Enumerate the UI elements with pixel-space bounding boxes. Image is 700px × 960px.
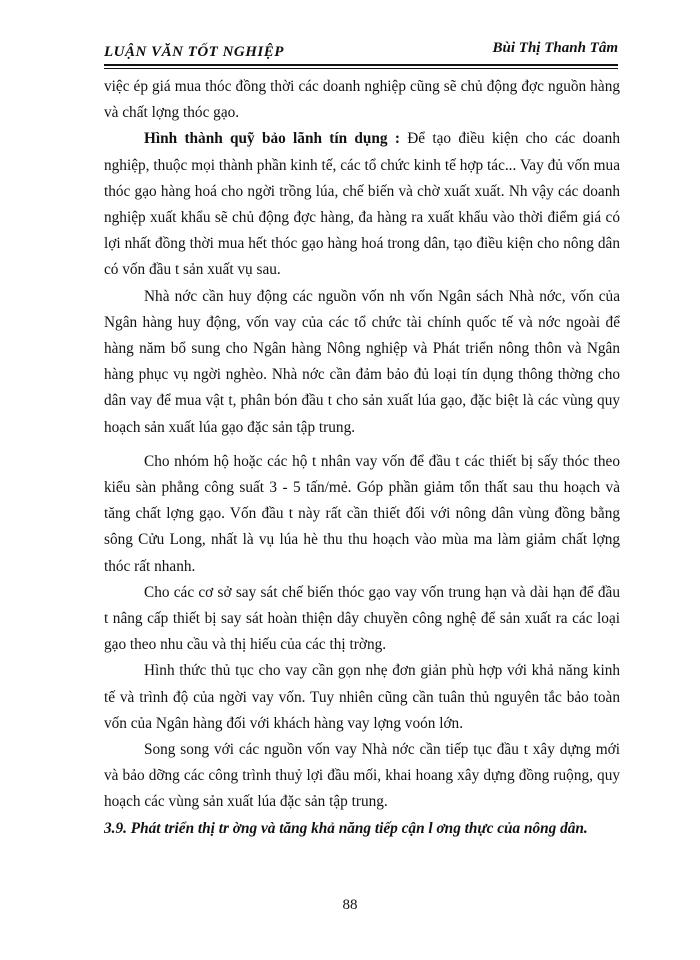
- section-heading: 3.9. Phát triển thị tr ờng và tăng khả năng tiếp cận l ơng thực của nông dân.: [104, 819, 588, 837]
- page-header: [104, 36, 618, 66]
- body-text: [104, 74, 620, 842]
- author-name-header: Bùi Thị Thanh Tâm: [492, 40, 618, 56]
- thesis-title-header: LUẬN VĂN TỐT NGHIỆP: [104, 44, 284, 60]
- paragraph-2-lead: Hình thành quỹ bảo lãnh tín dụng :: [144, 130, 400, 148]
- paragraph-1: việc ép giá mua thóc đồng thời các doanh nghiệp cũng sẽ chủ động đợc nguồn hàng và chất lợng thóc gạo.: [104, 78, 620, 122]
- page-number: 88: [342, 897, 358, 913]
- paragraph-2-body: Để tạo điều kiện cho các doanh nghiệp, thuộc mọi thành phần kinh tế, các tổ chức kinh tế hợp tác... Vay đủ vốn mua thóc gạo hàng hoá cho ngời trồng lúa, chế biến và chờ xuất xuất. Nh vậy các doanh nghiệp xuất khẩu sẽ chủ động đợc hàng, đa hàng ra xuất khẩu vào thời điểm giá có lợi nhất đồng thời mua hết thóc gạo hàng hoá trong dân, tạo điều kiện cho nông dân có vốn đầu t sản xuất vụ sau.: [104, 130, 620, 279]
- paragraph-6: Hình thức thủ tục cho vay cần gọn nhẹ đơn giản phù hợp với khả năng kinh tế và trình độ của ngời vay vốn. Tuy nhiên cũng cần tuân thủ nguyên tắc bảo toàn vốn của Ngân hàng đối với khách hàng vay lợng voón lớn.: [104, 662, 620, 732]
- paragraph-4: Cho nhóm hộ hoặc các hộ t nhân vay vốn để đầu t các thiết bị sấy thóc theo kiểu sàn phẳng công suất 3 - 5 tấn/mẻ. Góp phần giảm tổn thất sau thu hoạch và tăng chất lợng gạo. Vốn đầu t này rất cần thiết đối với nông dân vùng đồng bằng sông Cửu Long, nhất là vụ lúa hè thu thu hoạch vào mùa ma làm giảm chất lợng thóc rất nhanh.: [104, 452, 620, 575]
- paragraph-5: Cho các cơ sở say sát chế biến thóc gạo vay vốn trung hạn và dài hạn để đầu t nâng cấp thiết bị say sát hoàn thiện dây chuyền công nghệ để sản xuất ra các loại gạo theo nhu cầu và thị hiếu của các thị trờng.: [104, 583, 620, 654]
- paragraph-2: [104, 126, 620, 283]
- paragraph-3: Nhà nớc cần huy động các nguồn vốn nh vốn Ngân sách Nhà nớc, vốn của Ngân hàng huy động, vốn vay của các tổ chức tài chính quốc tế và nớc ngoài để hàng năm bổ sung cho Ngân hàng Nông nghiệp và Phát triển nông thôn và Ngân hàng phục vụ ngời nghèo. Nhà nớc cần đảm bảo đủ loại tín dụng thông thờng cho dân vay để mua vật t, phân bón đầu t cho sản xuất lúa gạo, đặc biệt là các vùng quy hoạch sản xuất lúa gạo đặc sản tập trung.: [104, 287, 620, 436]
- paragraph-7: Song song với các nguồn vốn vay Nhà nớc cần tiếp tục đầu t xây dựng mới và bảo dỡng các công trình thuỷ lợi đầu mối, khai hoang xây dựng đồng ruộng, quy hoạch các vùng sản xuất lúa đặc sản tập trung.: [104, 741, 620, 811]
- header-rule-thin: [104, 68, 618, 69]
- header-rule-thick: [104, 64, 618, 66]
